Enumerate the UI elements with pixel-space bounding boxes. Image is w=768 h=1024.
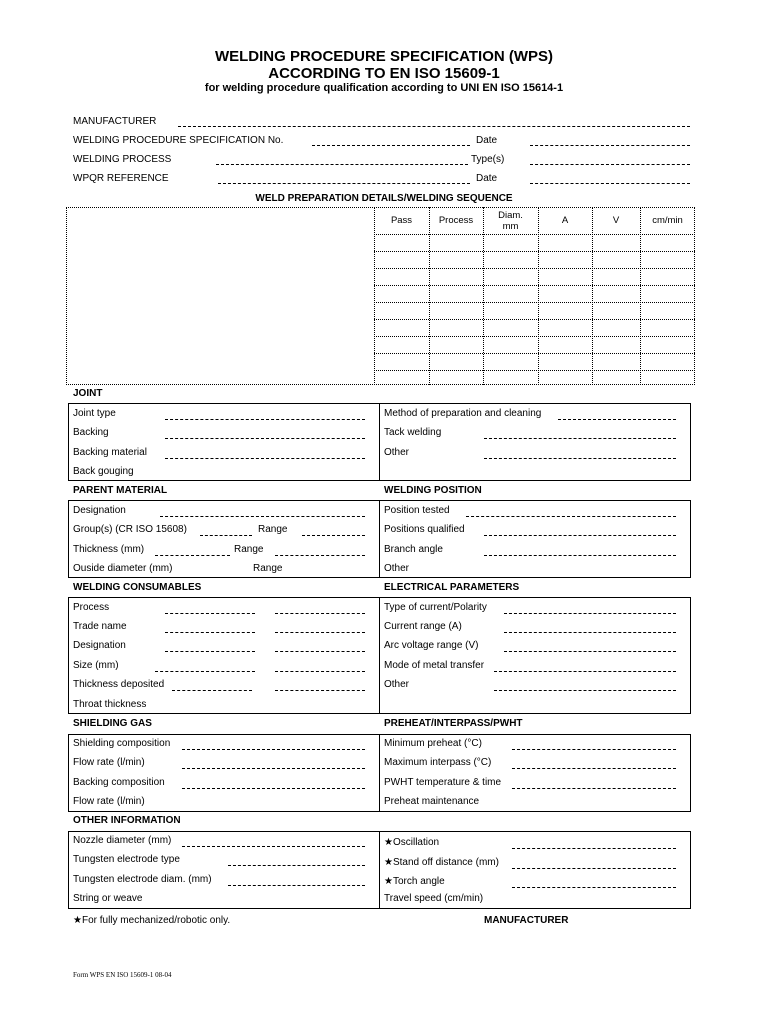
table-row — [374, 302, 695, 303]
electrical-other-label: Other — [384, 679, 410, 690]
current-polarity-field[interactable] — [504, 613, 676, 614]
position-tested-field[interactable] — [466, 516, 676, 517]
date-label-2: Date — [476, 173, 498, 184]
designation-label: Designation — [73, 505, 126, 516]
pwht-field[interactable] — [512, 788, 676, 789]
positions-qualified-field[interactable] — [484, 535, 676, 536]
backing-composition-label: Backing composition — [73, 777, 165, 788]
positions-qualified-label: Positions qualified — [384, 524, 465, 535]
outside-diameter-label: Ouside diameter (mm) — [73, 563, 173, 574]
prep-cleaning-label: Method of preparation and cleaning — [384, 408, 542, 419]
section-divider — [379, 831, 380, 909]
torch-angle-field[interactable] — [512, 887, 676, 888]
consumables-title: WELDING CONSUMABLES — [73, 582, 202, 593]
thickness-deposited-field-1[interactable] — [172, 690, 252, 691]
consumable-process-label: Process — [73, 602, 110, 613]
trade-name-field-2[interactable] — [275, 632, 365, 633]
standoff-field[interactable] — [512, 868, 676, 869]
table-row — [374, 336, 695, 337]
star-icon: ★ — [73, 915, 82, 926]
welding-process-label: WELDING PROCESS — [73, 154, 172, 165]
wps-number-field[interactable] — [312, 145, 470, 146]
footnote-text: For fully mechanized/robotic only. — [81, 915, 231, 926]
electrical-other-field[interactable] — [494, 690, 676, 691]
standoff-label: Stand off distance (mm) — [392, 857, 499, 868]
wpqr-field[interactable] — [218, 183, 470, 184]
consumable-designation-field-1[interactable] — [165, 651, 255, 652]
arc-voltage-label: Arc voltage range (V) — [384, 640, 479, 651]
metal-transfer-label: Mode of metal transfer — [384, 660, 485, 671]
nozzle-diameter-label: Nozzle diameter (mm) — [73, 835, 172, 846]
consumable-designation-field-2[interactable] — [275, 651, 365, 652]
current-range-label: Current range (A) — [384, 621, 462, 632]
prep-cleaning-field[interactable] — [558, 419, 676, 420]
types-label: Type(s) — [471, 154, 505, 165]
joint-type-label: Joint type — [73, 408, 116, 419]
back-gouging-label: Back gouging — [73, 466, 134, 477]
tack-welding-label: Tack welding — [384, 427, 442, 438]
joint-other-label: Other — [384, 447, 410, 458]
shielding-gas-title: SHIELDING GAS — [73, 718, 152, 729]
thickness-range-label: Range — [234, 544, 264, 555]
weld-prep-sketch-area[interactable] — [67, 208, 373, 384]
groups-range-label: Range — [258, 524, 288, 535]
welding-process-field[interactable] — [216, 164, 468, 165]
oscillation-label: Oscillation — [392, 837, 440, 848]
manufacturer-label: MANUFACTURER — [73, 116, 157, 127]
consumable-process-field-1[interactable] — [165, 613, 255, 614]
tungsten-type-field[interactable] — [228, 865, 365, 866]
groups-range-field[interactable] — [302, 535, 365, 536]
thickness-range-field[interactable] — [275, 555, 365, 556]
thickness-label: Thickness (mm) — [73, 544, 145, 555]
thickness-deposited-label: Thickness deposited — [73, 679, 165, 690]
backing-label: Backing — [73, 427, 109, 438]
wpqr-label: WPQR REFERENCE — [73, 173, 169, 184]
metal-transfer-field[interactable] — [494, 671, 676, 672]
min-preheat-label: Minimum preheat (°C) — [384, 738, 482, 749]
col-pass: Pass — [390, 215, 413, 226]
weld-prep-title: WELD PREPARATION DETAILS/WELDING SEQUENCE — [255, 193, 513, 204]
throat-thickness-label: Throat thickness — [73, 699, 147, 710]
col-process: Process — [438, 215, 474, 226]
size-label: Size (mm) — [73, 660, 119, 671]
tack-welding-field[interactable] — [484, 438, 676, 439]
other-info-title: OTHER INFORMATION — [73, 815, 181, 826]
torch-angle-row — [384, 876, 445, 888]
designation-field[interactable] — [160, 516, 365, 517]
backing-composition-field[interactable] — [182, 788, 365, 789]
flow-rate-label-1: Flow rate (l/min) — [73, 757, 145, 768]
flow-rate-label-2: Flow rate (l/min) — [73, 796, 145, 807]
star-icon: ★ — [384, 857, 393, 868]
size-field-2[interactable] — [275, 671, 365, 672]
table-row — [374, 234, 695, 235]
size-field-1[interactable] — [155, 671, 255, 672]
table-row — [374, 251, 695, 252]
form-id: Form WPS EN ISO 15609-1 08-04 — [73, 971, 172, 979]
tungsten-diam-label: Tungsten electrode diam. (mm) — [73, 874, 212, 885]
groups-field[interactable] — [200, 535, 252, 536]
footnote — [73, 915, 230, 927]
manufacturer-field[interactable] — [178, 126, 690, 127]
date-field-2[interactable] — [530, 183, 690, 184]
title-line-1: WELDING PROCEDURE SPECIFICATION (WPS) — [214, 48, 554, 65]
consumable-process-field-2[interactable] — [275, 613, 365, 614]
thickness-field[interactable] — [155, 555, 230, 556]
col-amps: A — [561, 215, 569, 226]
oscillation-row — [384, 837, 439, 849]
thickness-deposited-field-2[interactable] — [275, 690, 365, 691]
arc-voltage-field[interactable] — [504, 651, 676, 652]
star-icon: ★ — [384, 876, 393, 887]
torch-angle-label: Torch angle — [392, 876, 445, 887]
trade-name-label: Trade name — [73, 621, 127, 632]
joint-title: JOINT — [73, 388, 103, 399]
star-icon: ★ — [384, 837, 393, 848]
groups-label: Group(s) (CR ISO 15608) — [73, 524, 187, 535]
backing-material-label: Backing material — [73, 447, 147, 458]
trade-name-field-1[interactable] — [165, 632, 255, 633]
current-polarity-label: Type of current/Polarity — [384, 602, 487, 613]
welding-position-title: WELDING POSITION — [384, 485, 482, 496]
string-weave-label: String or weave — [73, 893, 143, 904]
title-line-3: for welding procedure qualification according to UNI EN ISO 15614-1 — [204, 82, 564, 94]
pwht-label: PWHT temperature & time — [384, 777, 502, 788]
section-divider — [379, 500, 380, 578]
min-preheat-field[interactable] — [512, 749, 676, 750]
table-row — [374, 319, 695, 320]
table-row — [374, 370, 695, 371]
parent-material-title: PARENT MATERIAL — [73, 485, 168, 496]
travel-speed-label: Travel speed (cm/min) — [384, 893, 484, 904]
date-field-1[interactable] — [530, 145, 690, 146]
backing-material-field[interactable] — [165, 458, 365, 459]
col-speed: cm/min — [652, 215, 683, 226]
shielding-composition-field[interactable] — [182, 749, 365, 750]
consumable-designation-label: Designation — [73, 640, 126, 651]
standoff-row — [384, 857, 499, 869]
current-range-field[interactable] — [504, 632, 676, 633]
preheat-title: PREHEAT/INTERPASS/PWHT — [384, 718, 523, 729]
shielding-composition-label: Shielding composition — [73, 738, 171, 749]
table-row — [374, 268, 695, 269]
max-interpass-field[interactable] — [512, 768, 676, 769]
joint-type-field[interactable] — [165, 419, 365, 420]
manufacturer-signature-label: MANUFACTURER — [484, 915, 569, 926]
branch-angle-label: Branch angle — [384, 544, 443, 555]
section-divider — [379, 734, 380, 812]
wps-number-label: WELDING PROCEDURE SPECIFICATION No. — [73, 135, 284, 146]
position-tested-label: Position tested — [384, 505, 450, 516]
diameter-range-label: Range — [253, 563, 283, 574]
max-interpass-label: Maximum interpass (°C) — [384, 757, 492, 768]
branch-angle-field[interactable] — [484, 555, 676, 556]
tungsten-diam-field[interactable] — [228, 885, 365, 886]
col-volts: V — [612, 215, 620, 226]
nozzle-diameter-field[interactable] — [182, 846, 365, 847]
date-label-1: Date — [476, 135, 498, 146]
types-field[interactable] — [530, 164, 690, 165]
col-diam: Diam. mm — [498, 210, 523, 232]
table-row — [374, 353, 695, 354]
preheat-maintenance-label: Preheat maintenance — [384, 796, 480, 807]
position-other-label: Other — [384, 563, 410, 574]
tungsten-type-label: Tungsten electrode type — [73, 854, 180, 865]
title-line-2: ACCORDING TO EN ISO 15609-1 — [268, 65, 500, 82]
section-divider — [379, 597, 380, 714]
joint-other-field[interactable] — [484, 458, 676, 459]
flow-rate-field-1[interactable] — [182, 768, 365, 769]
table-row — [374, 285, 695, 286]
oscillation-field[interactable] — [512, 848, 676, 849]
backing-field[interactable] — [165, 438, 365, 439]
electrical-title: ELECTRICAL PARAMETERS — [384, 582, 520, 593]
section-divider — [379, 403, 380, 481]
